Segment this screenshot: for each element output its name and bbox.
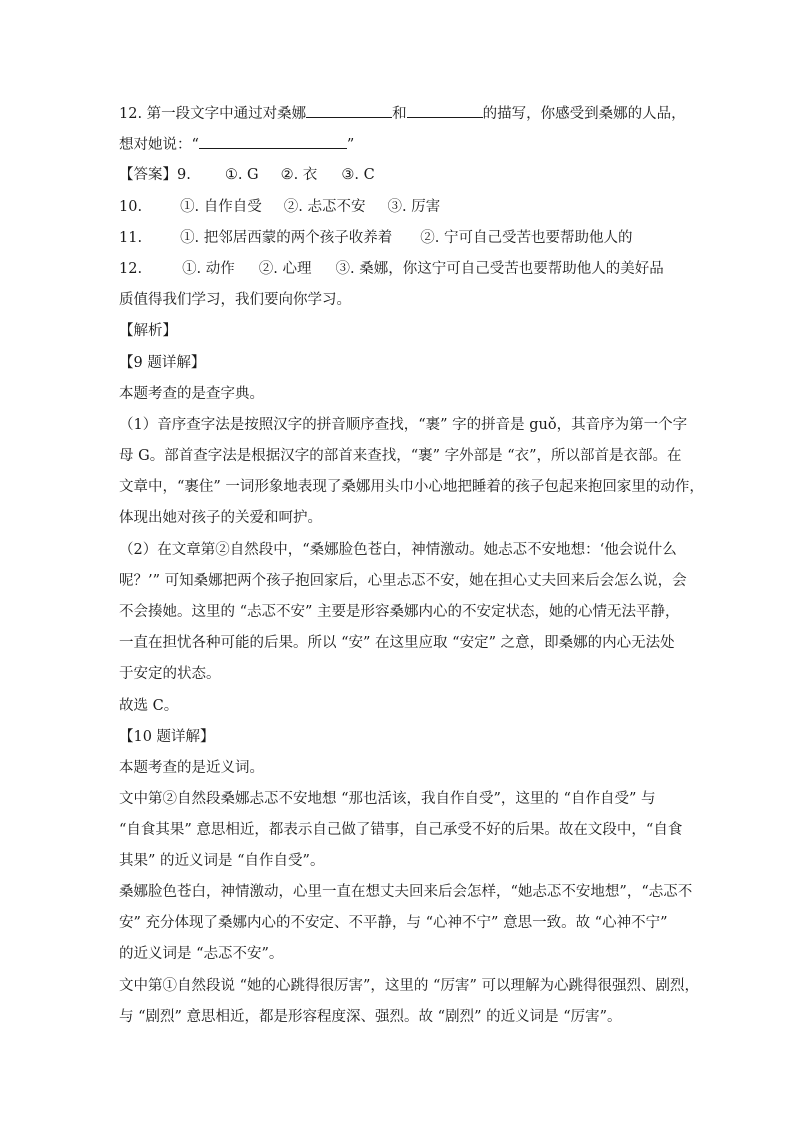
q10-paragraph-1-line-3: 其果” 的近义词是 “自作自受”。 [119, 853, 325, 869]
q9-paragraph-2-line-5: 于安定的状态。 [119, 666, 221, 682]
question-12-line-2: 想对她说：“ ” [119, 134, 689, 155]
analysis-heading: 【解析】 [119, 323, 177, 339]
q9-paragraph-1-line-4: 体现出她对孩子的关爱和呵护。 [119, 510, 322, 526]
answer-10: 10. ①. 自作自受 ②. 忐忑不安 ③. 厉害 [119, 199, 441, 215]
q9-conclusion: 故选 C。 [119, 698, 179, 714]
q9-paragraph-2-line-3: 不会揍她。这里的 “忐忑不安” 主要是形容桑娜内心的不安定状态，她的心情无法平静， [119, 604, 680, 620]
answer-9: 【答案】9. ①. G ②. 衣 ③. C [119, 167, 375, 183]
q10-paragraph-2-line-1: 桑娜脸色苍白，神情激动，心里一直在想丈夫回来后会怎样，“她忐忑不安地想”，“忐忑不 [119, 884, 693, 900]
q9-paragraph-1-line-1: （1）音序查字法是按照汉字的拼音顺序查找，“裹” 字的拼音是 guǒ，其音序为第一个字 [119, 417, 688, 433]
q10-paragraph-2-line-3: 的近义词是 “忐忑不安”。 [119, 946, 284, 962]
q10-heading: 【10 题详解】 [119, 729, 215, 745]
q9-paragraph-2-line-2: 呢？’” 可知桑娜把两个孩子抱回家后，心里忐忑不安，她在担心丈夫回来后会怎么说，会 [119, 573, 687, 589]
answer-11: 11. ①. 把邻居西蒙的两个孩子收养着 ②. 宁可自己受苦也要帮助他人的 [119, 230, 633, 246]
question-12-line-1: 12. 第一段文字中通过对桑娜 和 的描写，你感受到桑娜的人品， [119, 103, 689, 124]
q10-paragraph-3-line-2: 与 “剧烈” 意思相近，都是形容程度深、强烈。故 “剧烈” 的近义词是 “厉害”。 [119, 1009, 622, 1025]
q10-paragraph-1-line-1: 文中第②自然段桑娜忐忑不安地想 “那也活该，我自作自受”，这里的 “自作自受” 与 [119, 791, 656, 807]
q10-paragraph-3-line-1: 文中第①自然段说 “她的心跳得很厉害”，这里的 “厉害” 可以理解为心跳得很强烈、剧烈， [119, 978, 699, 994]
answer-blank-2[interactable] [407, 103, 483, 118]
q9-intro: 本题考查的是查字典。 [119, 386, 264, 402]
answer-12: 12. ①. 动作 ②. 心理 ③. 桑娜，你这宁可自己受苦也要帮助他人的美好品 [119, 261, 664, 277]
q9-paragraph-1-line-3: 文章中，“裹住” 一词形象地表现了桑娜用头巾小心地把睡着的孩子包起来抱回家里的动作， [119, 479, 704, 495]
q10-intro: 本题考查的是近义词。 [119, 760, 264, 776]
q9-heading: 【9 题详解】 [119, 355, 206, 371]
answer-blank-3[interactable] [199, 134, 347, 149]
q9-paragraph-1-line-2: 母 G。部首查字法是根据汉字的部首来查找，“裹” 字外部是 “衣”，所以部首是衣部。在 [119, 448, 682, 464]
answer-12-continued: 质值得我们学习，我们要向你学习。 [119, 292, 351, 308]
q10-paragraph-2-line-2: 安” 充分体现了桑娜内心的不安定、不平静，与 “心神不宁” 意思一致。故 “心神不宁” [119, 915, 668, 931]
q10-paragraph-1-line-2: “自食其果” 意思相近，都表示自己做了错事，自己承受不好的后果。故在文段中，“自食 [119, 822, 683, 838]
answer-blank-1[interactable] [306, 103, 392, 118]
q9-paragraph-2-line-1: （2）在文章第②自然段中，“桑娜脸色苍白，神情激动。她忐忑不安地想：‘他会说什么 [119, 542, 677, 558]
q9-paragraph-2-line-4: 一直在担忧各种可能的后果。所以 “安” 在这里应取 “安定” 之意，即桑娜的内心无法处 [119, 635, 675, 651]
